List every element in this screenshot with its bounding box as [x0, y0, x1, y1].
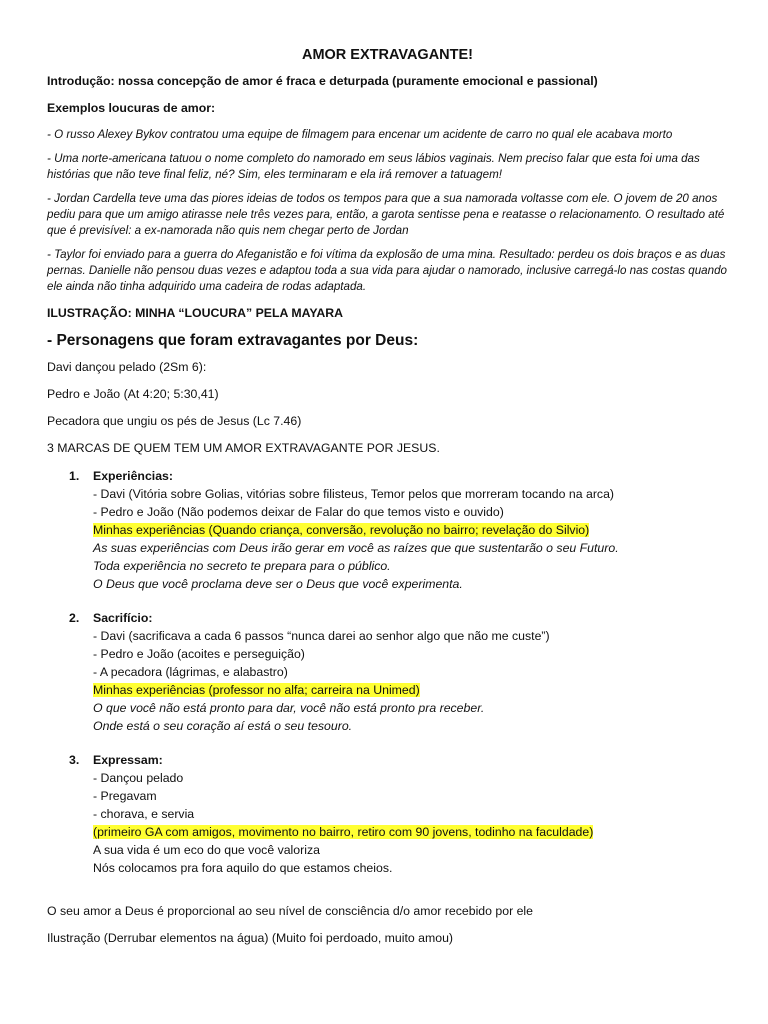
mark-number: 3. [69, 753, 80, 767]
character-line: Pedro e João (At 4:20; 5:30,41) [47, 387, 219, 401]
mark-item [47, 467, 728, 593]
highlighted-text: (primeiro GA com amigos, movimento no bairro, retiro com 90 jovens, todinho na faculdade) [93, 825, 594, 839]
mark-line: - Pedro e João (acoites e perseguição) [93, 647, 305, 661]
mark-title: Expressam: [93, 753, 163, 767]
marks-heading: 3 MARCAS DE QUEM TEM UM AMOR EXTRAVAGANTE POR JESUS. [47, 441, 440, 455]
example-paragraph: - O russo Alexey Bykov contratou uma equipe de filmagem para encenar um acidente de carro no qual ele acabava morto [47, 128, 673, 141]
mark-title: Sacrifício: [93, 611, 153, 625]
mark-number: 1. [69, 469, 80, 483]
mark-line: - Davi (Vitória sobre Golias, vitórias sobre filisteus, Temor pelos que morreram tocando na arca) [93, 487, 615, 501]
closing-paragraph: Ilustração (Derrubar elementos na água) (Muito foi perdoado, muito amou) [47, 931, 454, 945]
examples-heading: Exemplos loucuras de amor: [47, 101, 216, 115]
mark-line: - Davi (sacrificava a cada 6 passos “nunca darei ao senhor algo que não me custe”) [93, 629, 550, 643]
characters-heading: - Personagens que foram extravagantes por Deus: [47, 332, 419, 349]
mark-line: - Pedro e João (Não podemos deixar de Falar do que temos visto e ouvido) [93, 505, 504, 519]
mark-note: A sua vida é um eco do que você valoriza [93, 843, 320, 857]
mark-number: 2. [69, 611, 80, 625]
mark-note: Onde está o seu coração aí está o seu tesouro. [93, 719, 353, 733]
document-title: AMOR EXTRAVAGANTE! [301, 47, 474, 63]
mark-item [47, 609, 728, 735]
mark-item [47, 751, 728, 877]
example-paragraph: - Taylor foi enviado para a guerra do Afeganistão e foi vítima da explosão de uma mina. Resultado: perdeu os dois braços e as duas pernas. Danielle não pensou duas vezes e adaptou toda a sua vida para ajudar o namorado, inclusive carregá-lo nas costas quando ele ainda não tinha adquirido uma cadeira de rodas adaptada. [47, 248, 727, 293]
mark-note: Nós colocamos pra fora aquilo do que estamos cheios. [93, 861, 393, 875]
mark-line: - chorava, e servia [93, 807, 195, 821]
mark-note: O Deus que você proclama deve ser o Deus que você experimenta. [93, 577, 463, 591]
mark-line: - Pregavam [93, 789, 157, 803]
illustration-heading: ILUSTRAÇÃO: MINHA “LOUCURA” PELA MAYARA [47, 306, 344, 320]
mark-note: Toda experiência no secreto te prepara para o público. [93, 559, 391, 573]
closing-paragraph: O seu amor a Deus é proporcional ao seu nível de consciência d/o amor recebido por ele [47, 904, 534, 918]
mark-line: - A pecadora (lágrimas, e alabastro) [93, 665, 288, 679]
character-line: Davi dançou pelado (2Sm 6): [47, 360, 207, 374]
mark-line: - Dançou pelado [93, 771, 184, 785]
character-line: Pecadora que ungiu os pés de Jesus (Lc 7.46) [47, 414, 302, 428]
highlighted-text: Minhas experiências (Quando criança, conversão, revolução no bairro; revelação do Silvio) [93, 523, 590, 537]
example-paragraph: - Uma norte-americana tatuou o nome completo do namorado em seus lábios vaginais. Nem preciso falar que esta foi uma das histórias que não teve final feliz, né? Sim, eles terminaram e ela irá remover a tatuagem! [47, 152, 700, 181]
mark-note: O que você não está pronto para dar, você não está pronto pra receber. [93, 701, 485, 715]
marks-list [47, 467, 728, 877]
mark-title: Experiências: [93, 469, 173, 483]
example-paragraph: - Jordan Cardella teve uma das piores ideias de todos os tempos para que a sua namorada voltasse com ele. O jovem de 20 anos pediu para que um amigo atirasse nele três vezes para, então, a garota sentisse pena e reatasse o relacionamento. O resultado até que é previsível: a ex-namorada não quis nem chegar perto de Jordan [47, 192, 725, 237]
highlighted-text: Minhas experiências (professor no alfa; carreira na Unimed) [93, 683, 420, 697]
mark-note: As suas experiências com Deus irão gerar em você as raízes que que sustentarão o seu Futuro. [93, 541, 619, 555]
intro-paragraph: Introdução: nossa concepção de amor é fraca e deturpada (puramente emocional e passional) [47, 74, 598, 88]
